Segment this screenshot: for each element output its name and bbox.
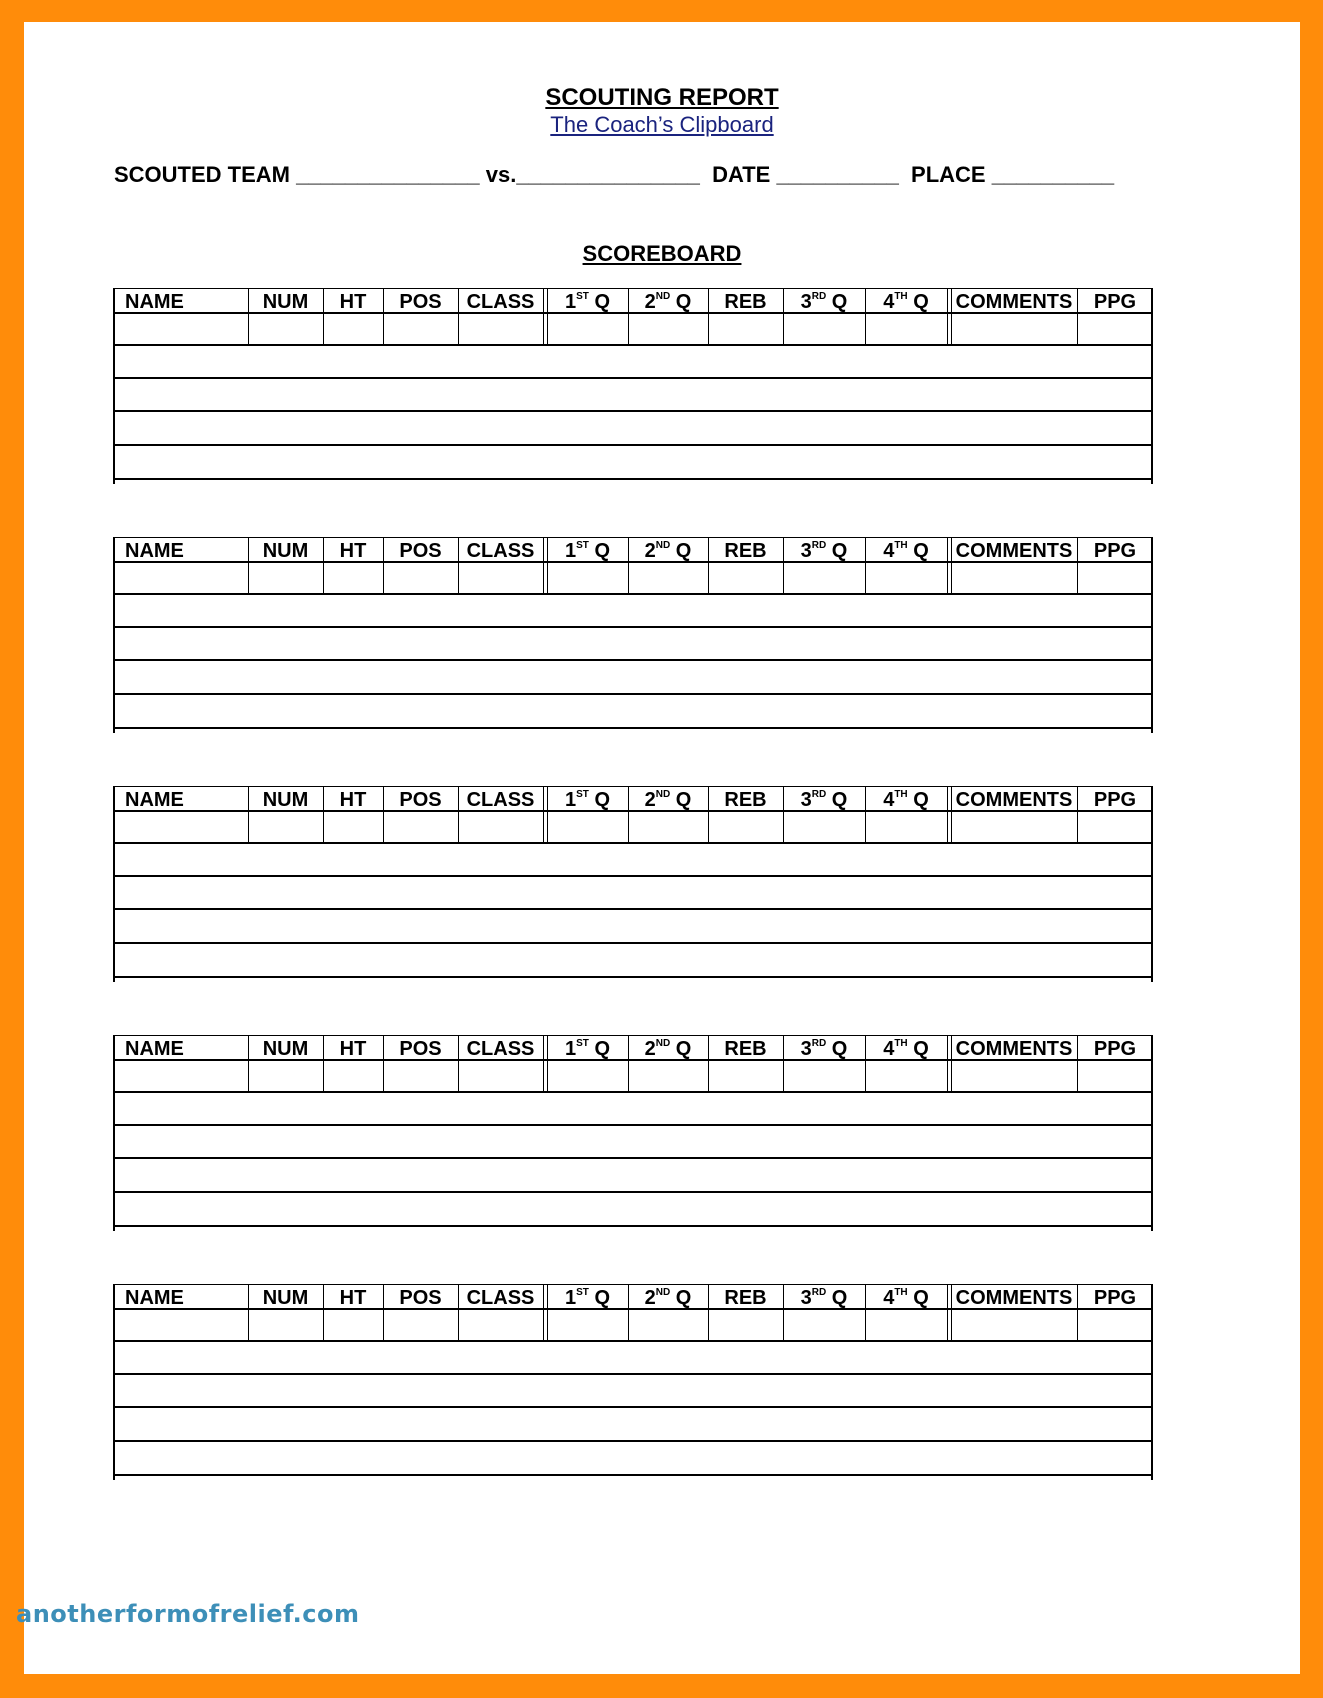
quarter-suffix: Q	[907, 789, 929, 811]
column-header	[458, 1287, 543, 1309]
column-header	[628, 1038, 708, 1060]
column-header	[628, 789, 708, 811]
column-header	[865, 291, 947, 313]
table-right-border	[1151, 537, 1153, 733]
column-divider	[947, 537, 948, 593]
column-header	[113, 789, 248, 811]
column-header	[113, 540, 248, 562]
row-rule	[113, 1474, 1153, 1476]
column-header	[783, 1038, 865, 1060]
scoreboard-table	[113, 537, 1153, 733]
column-header-label: NAME	[125, 1038, 184, 1060]
column-header-label: POS	[399, 291, 442, 313]
column-header-label: 2	[644, 1287, 656, 1309]
column-header	[323, 789, 383, 811]
ordinal-suffix: ST	[576, 291, 589, 302]
column-header	[865, 789, 947, 811]
column-header	[323, 1287, 383, 1309]
column-header-label: POS	[399, 1287, 442, 1309]
row-rule	[113, 659, 1153, 661]
ordinal-suffix: RD	[811, 540, 827, 551]
row-rule	[113, 1124, 1153, 1126]
column-header-label: REB	[724, 291, 767, 313]
scoreboard-table	[113, 1284, 1153, 1480]
quarter-suffix: Q	[588, 789, 611, 811]
column-header	[783, 1287, 865, 1309]
row-rule	[113, 1406, 1153, 1408]
table-top-rule	[113, 1284, 1153, 1285]
column-header-label: COMMENTS	[955, 789, 1073, 811]
column-header	[248, 291, 323, 313]
column-header-label: 3	[800, 789, 812, 811]
column-header-label: NUM	[262, 1287, 309, 1309]
column-header-label: 4	[883, 789, 895, 811]
column-header	[458, 1038, 543, 1060]
table-left-border	[113, 288, 115, 484]
column-header-label: NAME	[125, 1287, 184, 1309]
quarter-suffix: Q	[670, 1287, 692, 1309]
column-header	[248, 789, 323, 811]
row-rule	[113, 942, 1153, 944]
column-header-label: 4	[883, 540, 895, 562]
column-header-label: NUM	[262, 291, 309, 313]
quarter-suffix: Q	[826, 540, 848, 562]
column-header-label: PPG	[1093, 291, 1137, 313]
column-header	[951, 291, 1077, 313]
column-header	[783, 789, 865, 811]
column-divider	[947, 786, 948, 842]
column-header	[323, 1038, 383, 1060]
row-rule	[113, 1157, 1153, 1159]
column-header	[248, 1287, 323, 1309]
column-header-label: CLASS	[466, 1287, 535, 1309]
quarter-suffix: Q	[588, 291, 611, 313]
quarter-suffix: Q	[670, 291, 692, 313]
column-header-label: NUM	[262, 540, 309, 562]
ordinal-suffix: TH	[894, 1287, 908, 1298]
ordinal-suffix: ND	[655, 291, 671, 302]
ordinal-suffix: TH	[894, 789, 908, 800]
quarter-suffix: Q	[907, 1038, 929, 1060]
table-top-rule	[113, 537, 1153, 538]
row-rule	[113, 842, 1153, 844]
column-header-label: PPG	[1093, 540, 1137, 562]
column-divider	[543, 1035, 544, 1091]
column-divider	[947, 288, 948, 344]
column-header-label: POS	[399, 1038, 442, 1060]
column-header-label: 1	[564, 540, 577, 562]
row-rule	[113, 976, 1153, 978]
row-rule	[113, 1191, 1153, 1193]
column-header	[458, 540, 543, 562]
column-header-label: CLASS	[466, 789, 535, 811]
column-header-label: 4	[883, 291, 895, 313]
row-rule	[113, 1373, 1153, 1375]
column-header-label: 3	[800, 291, 812, 313]
scoreboard-table	[113, 1035, 1153, 1231]
column-header	[547, 291, 628, 313]
column-header-label: 1	[564, 1287, 577, 1309]
table-top-rule	[113, 786, 1153, 787]
column-header-label: 3	[800, 1038, 812, 1060]
column-header-label: CLASS	[466, 1038, 535, 1060]
row-rule	[113, 444, 1153, 446]
row-rule	[113, 908, 1153, 910]
table-right-border	[1151, 1284, 1153, 1480]
quarter-suffix: Q	[907, 1287, 929, 1309]
column-header	[951, 1038, 1077, 1060]
quarter-suffix: Q	[826, 1287, 848, 1309]
column-header	[1077, 1038, 1153, 1060]
column-header-label: 1	[564, 1038, 577, 1060]
column-header	[248, 540, 323, 562]
column-header	[547, 1287, 628, 1309]
row-rule	[113, 626, 1153, 628]
ordinal-suffix: ST	[576, 1287, 589, 1298]
table-left-border	[113, 537, 115, 733]
row-rule	[113, 344, 1153, 346]
table-right-border	[1151, 288, 1153, 484]
ordinal-suffix: TH	[894, 1038, 908, 1049]
column-header	[458, 789, 543, 811]
column-header	[113, 1038, 248, 1060]
column-header-label: 2	[644, 789, 656, 811]
watermark-text: anotherformofrelief.com	[16, 1600, 360, 1628]
ordinal-suffix: TH	[894, 291, 908, 302]
ordinal-suffix: RD	[811, 1038, 827, 1049]
ordinal-suffix: TH	[894, 540, 908, 551]
column-header-label: CLASS	[466, 291, 535, 313]
ordinal-suffix: RD	[811, 291, 827, 302]
quarter-suffix: Q	[670, 789, 692, 811]
quarter-suffix: Q	[588, 1038, 611, 1060]
column-header	[383, 1038, 458, 1060]
row-rule	[113, 693, 1153, 695]
column-divider	[543, 786, 544, 842]
column-header-label: PPG	[1093, 789, 1137, 811]
column-header	[383, 291, 458, 313]
column-header-label: 2	[644, 291, 656, 313]
quarter-suffix: Q	[588, 1287, 611, 1309]
column-header-label: 3	[800, 1287, 812, 1309]
column-header	[113, 1287, 248, 1309]
column-header	[323, 291, 383, 313]
ordinal-suffix: ND	[655, 1287, 671, 1298]
column-header-label: CLASS	[466, 540, 535, 562]
column-header	[383, 1287, 458, 1309]
column-header-label: NAME	[125, 291, 184, 313]
row-rule	[113, 1340, 1153, 1342]
column-header-label: PPG	[1093, 1287, 1137, 1309]
column-header	[547, 789, 628, 811]
column-header	[323, 540, 383, 562]
column-header-label: 4	[883, 1287, 895, 1309]
column-header-label: 4	[883, 1038, 895, 1060]
row-rule	[113, 727, 1153, 729]
column-header-label: 2	[644, 1038, 656, 1060]
column-header	[1077, 789, 1153, 811]
quarter-suffix: Q	[670, 540, 692, 562]
column-divider	[947, 1035, 948, 1091]
column-header	[1077, 540, 1153, 562]
ordinal-suffix: ND	[655, 540, 671, 551]
ordinal-suffix: ST	[576, 540, 589, 551]
column-header	[783, 540, 865, 562]
column-header-label: 2	[644, 540, 656, 562]
column-header	[708, 1287, 783, 1309]
row-rule	[113, 410, 1153, 412]
table-left-border	[113, 1284, 115, 1480]
quarter-suffix: Q	[826, 1038, 848, 1060]
column-header-label: HT	[339, 1038, 367, 1060]
column-divider	[543, 1284, 544, 1340]
column-header-label: POS	[399, 789, 442, 811]
column-header	[865, 540, 947, 562]
column-header-label: NUM	[262, 789, 309, 811]
column-header	[783, 291, 865, 313]
column-header-label: COMMENTS	[955, 1038, 1073, 1060]
column-divider	[543, 288, 544, 344]
column-header	[547, 540, 628, 562]
column-header-label: POS	[399, 540, 442, 562]
column-header	[1077, 291, 1153, 313]
table-top-rule	[113, 288, 1153, 289]
column-header-label: 1	[564, 291, 577, 313]
column-header	[383, 540, 458, 562]
column-header	[708, 291, 783, 313]
column-header	[1077, 1287, 1153, 1309]
report-title: SCOUTING REPORT	[545, 84, 779, 111]
column-header-label: REB	[724, 1287, 767, 1309]
column-header	[458, 291, 543, 313]
row-rule	[113, 875, 1153, 877]
table-left-border	[113, 1035, 115, 1231]
header-fields-line: SCOUTED TEAM _______________ vs._______________ DATE __________ PLACE __________	[114, 162, 1115, 187]
column-header-label: HT	[339, 1287, 367, 1309]
quarter-suffix: Q	[907, 540, 929, 562]
quarter-suffix: Q	[907, 291, 929, 313]
column-header-label: COMMENTS	[955, 291, 1073, 313]
column-header	[547, 1038, 628, 1060]
column-header-label: HT	[339, 540, 367, 562]
scoreboard-table	[113, 786, 1153, 982]
column-header	[113, 291, 248, 313]
scoreboard-title: SCOREBOARD	[582, 241, 742, 266]
column-header	[628, 1287, 708, 1309]
row-rule	[113, 1440, 1153, 1442]
table-top-rule	[113, 1035, 1153, 1036]
column-header-label: COMMENTS	[955, 1287, 1073, 1309]
column-header	[708, 1038, 783, 1060]
column-header-label: REB	[724, 540, 767, 562]
column-header	[951, 1287, 1077, 1309]
column-header	[865, 1287, 947, 1309]
column-header-label: 1	[564, 789, 577, 811]
column-header-label: PPG	[1093, 1038, 1137, 1060]
column-header-label: REB	[724, 1038, 767, 1060]
column-header-label: HT	[339, 291, 367, 313]
column-header	[708, 789, 783, 811]
column-header	[628, 540, 708, 562]
column-header-label: REB	[724, 789, 767, 811]
scoreboard-table	[113, 288, 1153, 484]
column-header	[628, 291, 708, 313]
document-page	[24, 22, 1300, 1674]
column-header	[865, 1038, 947, 1060]
row-rule	[113, 478, 1153, 480]
quarter-suffix: Q	[826, 291, 848, 313]
column-divider	[543, 537, 544, 593]
column-header-label: COMMENTS	[955, 540, 1073, 562]
column-header	[248, 1038, 323, 1060]
column-header-label: NAME	[125, 540, 184, 562]
ordinal-suffix: RD	[811, 789, 827, 800]
ordinal-suffix: ND	[655, 1038, 671, 1049]
quarter-suffix: Q	[670, 1038, 692, 1060]
table-left-border	[113, 786, 115, 982]
column-divider	[947, 1284, 948, 1340]
quarter-suffix: Q	[826, 789, 848, 811]
column-header-label: 3	[800, 540, 812, 562]
column-header-label: NAME	[125, 789, 184, 811]
row-rule	[113, 377, 1153, 379]
row-rule	[113, 593, 1153, 595]
quarter-suffix: Q	[588, 540, 611, 562]
column-header-label: NUM	[262, 1038, 309, 1060]
ordinal-suffix: ST	[576, 1038, 589, 1049]
row-rule	[113, 1225, 1153, 1227]
ordinal-suffix: ND	[655, 789, 671, 800]
row-rule	[113, 1091, 1153, 1093]
column-header	[951, 540, 1077, 562]
column-header	[383, 789, 458, 811]
ordinal-suffix: RD	[811, 1287, 827, 1298]
column-header	[951, 789, 1077, 811]
column-header-label: HT	[339, 789, 367, 811]
ordinal-suffix: ST	[576, 789, 589, 800]
table-right-border	[1151, 786, 1153, 982]
column-header	[708, 540, 783, 562]
report-subtitle[interactable]: The Coach’s Clipboard	[550, 112, 774, 137]
table-right-border	[1151, 1035, 1153, 1231]
